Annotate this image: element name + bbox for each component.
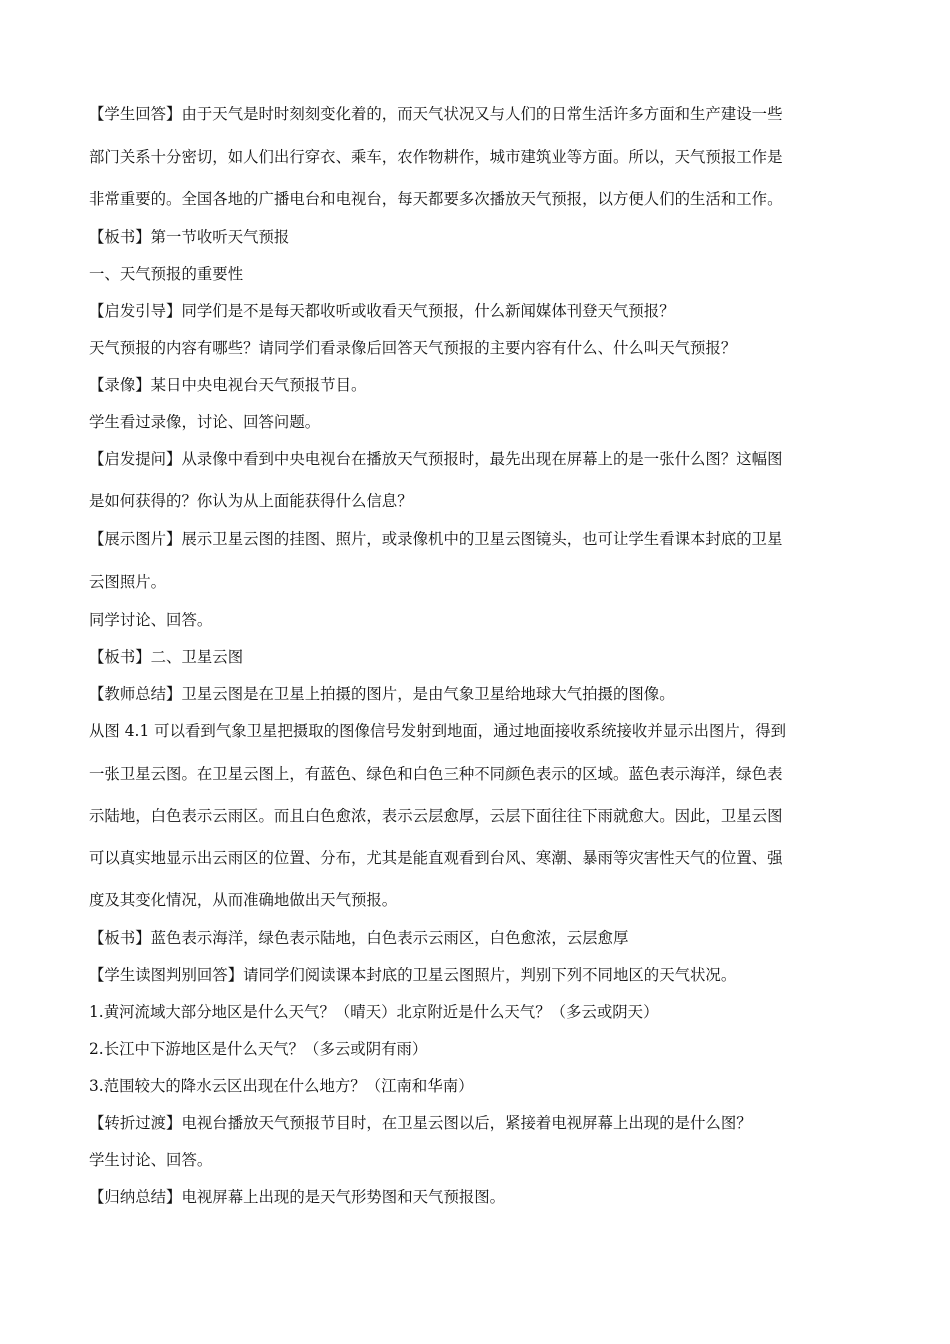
board-note-line: 【板书】第一节收听天气预报: [89, 228, 290, 246]
paragraph-line: 同学讨论、回答。: [89, 611, 213, 629]
paragraph-line: 示陆地，白色表示云雨区。而且白色愈浓，表示云层愈厚，云层下面往往下雨就愈大。因此，卫星云图: [89, 807, 783, 825]
paragraph-line: 【启发提问】从录像中看到中央电视台在播放天气预报时，最先出现在屏幕上的是一张什么图？这幅图: [89, 450, 783, 468]
paragraph-line: 【录像】某日中央电视台天气预报节目。: [89, 376, 367, 394]
question-item: 3.范围较大的降水云区出现在什么地方？（江南和华南）: [89, 1077, 474, 1095]
paragraph-line: 【归纳总结】电视屏幕上出现的是天气形势图和天气预报图。: [89, 1188, 506, 1206]
paragraph-line: 【学生读图判别回答】请同学们阅读课本封底的卫星云图照片，判别下列不同地区的天气状况。: [89, 966, 737, 984]
paragraph-line: 度及其变化情况，从而准确地做出天气预报。: [89, 891, 398, 909]
paragraph-line: 天气预报的内容有哪些？请同学们看录像后回答天气预报的主要内容有什么、什么叫天气预报？: [89, 339, 737, 357]
board-note-line: 【板书】二、卫星云图: [89, 648, 244, 666]
paragraph-line: 【启发引导】同学们是不是每天都收听或收看天气预报，什么新闻媒体刊登天气预报？: [89, 302, 675, 320]
paragraph-line: 是如何获得的？你认为从上面能获得什么信息？: [89, 492, 413, 510]
paragraph-line: 从图 4.1 可以看到气象卫星把摄取的图像信号发射到地面，通过地面接收系统接收并显示出图片，得到: [89, 722, 787, 740]
question-item: 2.长江中下游地区是什么天气？（多云或阴有雨）: [89, 1040, 428, 1058]
question-item: 1.黄河流域大部分地区是什么天气？（晴天）北京附近是什么天气？（多云或阴天）: [89, 1003, 659, 1021]
paragraph-line: 学生讨论、回答。: [89, 1151, 213, 1169]
board-note-line: 【板书】蓝色表示海洋，绿色表示陆地，白色表示云雨区，白色愈浓，云层愈厚: [89, 929, 629, 947]
paragraph-line: 部门关系十分密切，如人们出行穿衣、乘车，农作物耕作，城市建筑业等方面。所以，天气预报工作是: [89, 148, 783, 166]
paragraph-line: 非常重要的。全国各地的广播电台和电视台，每天都要多次播放天气预报，以方便人们的生活和工作。: [89, 190, 783, 208]
paragraph-line: 【教师总结】卫星云图是在卫星上拍摄的图片，是由气象卫星给地球大气拍摄的图像。: [89, 685, 675, 703]
section-heading: 一、天气预报的重要性: [89, 265, 244, 283]
paragraph-line: 云图照片。: [89, 573, 167, 591]
paragraph-line: 【学生回答】由于天气是时时刻刻变化着的，而天气状况又与人们的日常生活许多方面和生产建设一些: [89, 105, 783, 123]
paragraph-line: 【展示图片】展示卫星云图的挂图、照片，或录像机中的卫星云图镜头，也可让学生看课本封底的卫星: [89, 530, 783, 548]
paragraph-line: 可以真实地显示出云雨区的位置、分布，尤其是能直观看到台风、寒潮、暴雨等灾害性天气的位置、强: [89, 849, 783, 867]
paragraph-line: 【转折过渡】电视台播放天气预报节目时，在卫星云图以后，紧接着电视屏幕上出现的是什么图？: [89, 1114, 752, 1132]
paragraph-line: 一张卫星云图。在卫星云图上，有蓝色、绿色和白色三种不同颜色表示的区域。蓝色表示海洋，绿色表: [89, 765, 783, 783]
paragraph-line: 学生看过录像，讨论、回答问题。: [89, 413, 321, 431]
